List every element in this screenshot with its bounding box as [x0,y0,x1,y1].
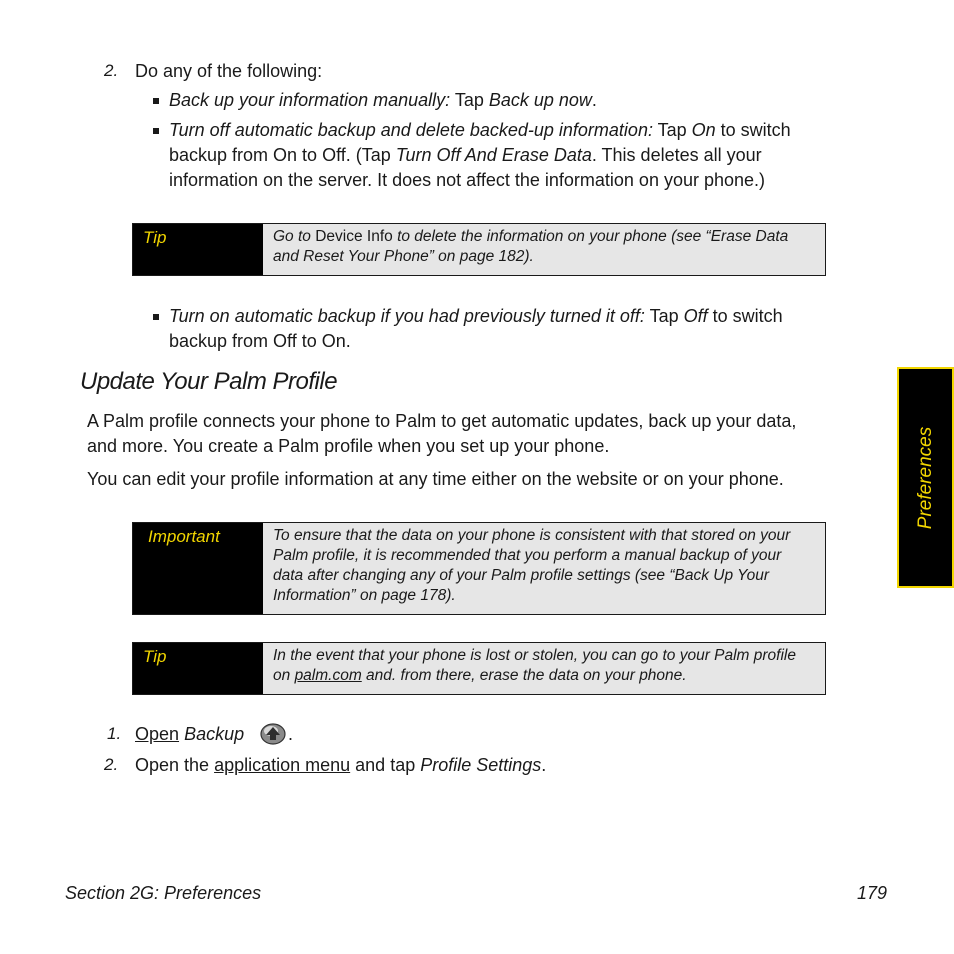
tip-box [132,223,826,276]
important-text: To ensure that the data on your phone is consistent with that stored on your Palm profile, it is recommended that you perform a manual backup of your data after changing any of your Palm profile settings (see “Back Up Your Information” on page 178). [273,527,791,604]
tip-box [132,642,826,695]
paragraph-profile-intro: A Palm profile connects your phone to Palm to get automatic updates, back up your data, and more. You create a Palm profile when you set up your phone. [87,411,797,456]
tip-label: Tip [133,643,263,694]
bullet-turn-on-backup: Turn on automatic backup if you had previously turned it off: Tap Off to switch backup from Off to On. [169,306,783,351]
important-label: Important [133,523,263,614]
open-link[interactable]: Open [135,724,180,744]
step-number: 2. [104,755,119,774]
backup-app-icon [258,720,288,746]
important-box [132,522,826,615]
bullet-turn-off-backup: Turn off automatic backup and delete backed-up information: Tap On to switch backup from On to Off. (Tap Turn Off And Erase Data. This deletes all your information on the server. It does not affect the information on your phone.) [169,120,791,190]
bullet-marker [153,98,159,104]
palm-link[interactable]: palm.com [294,667,362,684]
step-number: 1. [107,724,122,743]
bullet-marker [153,128,159,134]
tip-text: In the event that your phone is lost or stolen, you can go to your Palm profile on palm.com and. from there, erase the data on your phone. [273,647,796,684]
step-end: . [288,724,294,744]
step-number: 2. [104,61,119,80]
tip-label: Tip [133,224,263,275]
step-open-backup: Open Backup [135,724,245,744]
bullet-manual-backup: Back up your information manually: Tap Back up now. [169,90,597,110]
bullet-marker [153,314,159,320]
tip-text: Go to Device Info to delete the information on your phone (see “Erase Data and Reset Your Phone” on page 182). [273,228,789,265]
paragraph-edit-profile: You can edit your profile information at any time either on the website or on your phone. [87,469,784,489]
side-tab-label: Preferences [914,426,936,529]
application-menu-link[interactable]: application menu [214,755,351,775]
footer-section: Section 2G: Preferences [65,883,262,903]
step-text: Do any of the following: [135,61,323,81]
side-tab [897,367,954,588]
section-heading: Update Your Palm Profile [80,368,338,395]
step-profile-settings: Open the application menu and tap Profile Settings. [135,755,547,775]
page-number: 179 [857,883,888,903]
